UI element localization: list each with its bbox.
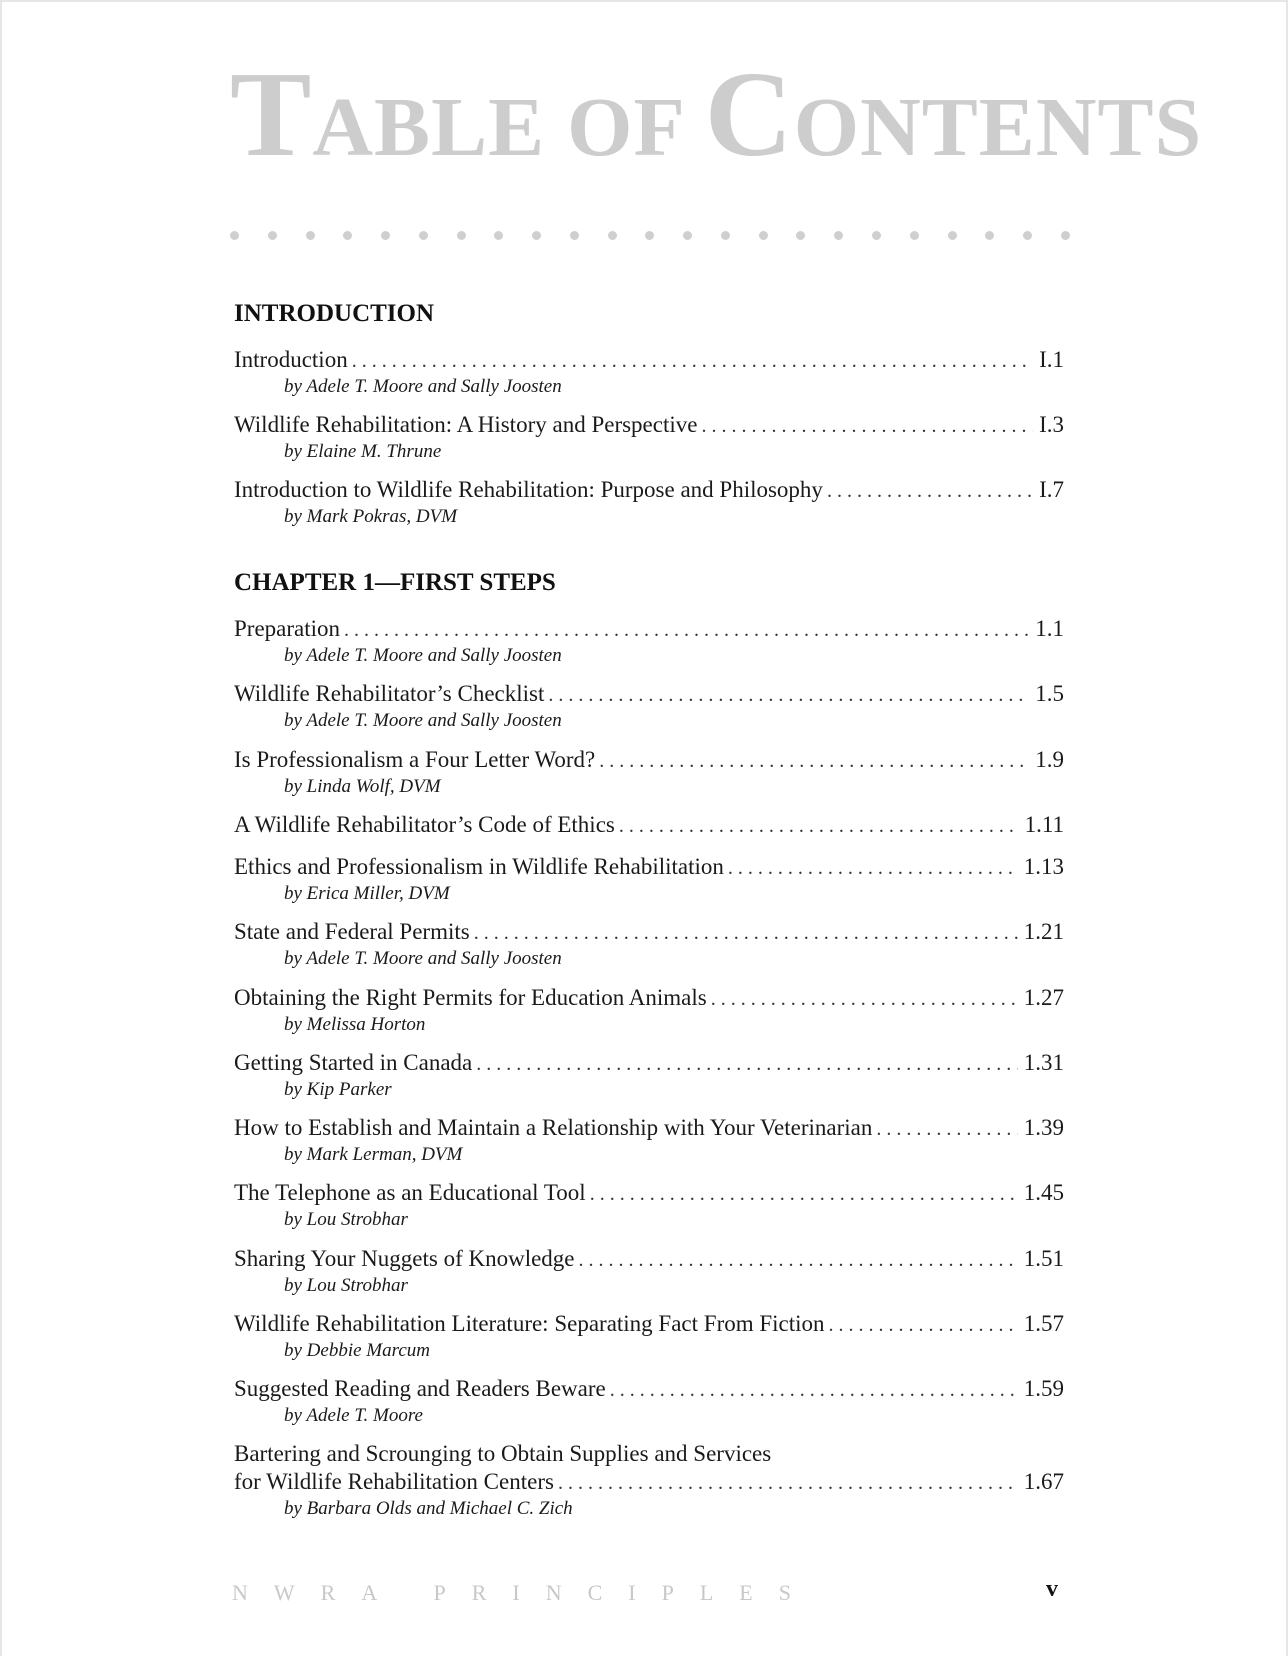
entry-title: A Wildlife Rehabilitator’s Code of Ethics — [234, 812, 615, 837]
divider-dot — [419, 231, 428, 240]
dot-leader — [352, 347, 1033, 375]
dot-leader — [827, 477, 1033, 505]
section-heading-chapter-1: CHAPTER 1—FIRST STEPS — [234, 569, 556, 596]
entry-page: 1.13 — [1023, 854, 1064, 879]
entry-title: Getting Started in Canada — [234, 1050, 473, 1075]
entry-title: Preparation — [234, 616, 341, 641]
entry-title: Wildlife Rehabilitation: A History and Perspective — [234, 412, 698, 437]
entry-title: Obtaining the Right Permits for Education Animals — [234, 985, 707, 1010]
dot-leader — [558, 1469, 1018, 1497]
divider-dot — [1023, 231, 1032, 240]
entry-author: by Kip Parker — [284, 1079, 392, 1100]
entry-page: 1.57 — [1023, 1311, 1064, 1336]
entry-title: Is Professionalism a Four Letter Word? — [234, 747, 596, 772]
entry-page: 1.39 — [1023, 1115, 1064, 1140]
dot-leader — [590, 1180, 1018, 1208]
entry-title: for Wildlife Rehabilitation Centers — [234, 1469, 554, 1494]
entry-title: Introduction to Wildlife Rehabilitation: Purpose and Philosophy — [234, 477, 823, 502]
entry-author: by Erica Miller, DVM — [284, 883, 450, 904]
entry-page: 1.45 — [1023, 1180, 1064, 1205]
page-title — [230, 47, 1203, 182]
entry-author: by Mark Pokras, DVM — [284, 506, 458, 527]
entry-author: by Lou Strobhar — [284, 1275, 408, 1296]
toc-entry[interactable] — [234, 853, 1064, 906]
toc-entry[interactable] — [234, 476, 1064, 529]
dot-divider — [230, 228, 1070, 242]
divider-dot — [834, 231, 843, 240]
entry-title: Ethics and Professionalism in Wildlife Rehabilitation — [234, 854, 724, 879]
divider-dot — [306, 231, 315, 240]
dot-leader — [728, 854, 1018, 882]
entry-title: State and Federal Permits — [234, 919, 470, 944]
divider-dot — [494, 231, 503, 240]
toc-entry[interactable] — [234, 1245, 1064, 1298]
entry-page: 1.9 — [1035, 747, 1064, 772]
entry-title: The Telephone as an Educational Tool — [234, 1180, 586, 1205]
entry-page: 1.67 — [1023, 1469, 1064, 1494]
toc-entry[interactable] — [234, 918, 1064, 971]
entry-author: by Mark Lerman, DVM — [284, 1144, 463, 1165]
entry-author: by Linda Wolf, DVM — [284, 776, 441, 797]
dot-leader — [579, 1246, 1018, 1274]
entry-title: Suggested Reading and Readers Beware — [234, 1376, 606, 1401]
divider-dot — [343, 231, 352, 240]
toc-entry[interactable] — [234, 346, 1064, 399]
entry-author: by Adele T. Moore and Sally Joosten — [284, 645, 562, 666]
divider-dot — [910, 231, 919, 240]
entry-page: 1.21 — [1023, 919, 1064, 944]
title-part-1: ABLE OF — [312, 81, 705, 174]
title-initial-t: T — [230, 47, 313, 182]
running-footer-title: NWRA PRINCIPLES — [232, 1580, 817, 1605]
dot-leader — [829, 1311, 1018, 1339]
toc-entry[interactable] — [234, 811, 1064, 840]
dot-leader — [474, 919, 1018, 947]
entry-author: by Adele T. Moore — [284, 1405, 423, 1426]
dot-leader — [619, 812, 1019, 840]
divider-dot — [268, 231, 277, 240]
entry-title: Introduction — [234, 347, 348, 372]
entry-page: I.3 — [1039, 412, 1064, 437]
entry-title: Sharing Your Nuggets of Knowledge — [234, 1246, 575, 1271]
entry-author: by Adele T. Moore and Sally Joosten — [284, 710, 562, 731]
divider-dot — [532, 231, 541, 240]
divider-dot — [872, 231, 881, 240]
dot-leader — [548, 681, 1029, 709]
dot-leader — [476, 1050, 1018, 1078]
entry-author: by Debbie Marcum — [284, 1340, 430, 1361]
entry-page: 1.51 — [1023, 1246, 1064, 1271]
divider-dot — [796, 231, 805, 240]
entry-author: by Elaine M. Thrune — [284, 441, 442, 462]
entry-author: by Adele T. Moore and Sally Joosten — [284, 376, 562, 397]
title-initial-c: C — [704, 47, 794, 182]
divider-dot — [759, 231, 768, 240]
dot-leader — [344, 616, 1029, 644]
entry-author: by Barbara Olds and Michael C. Zich — [284, 1498, 573, 1519]
entry-page: 1.27 — [1023, 985, 1064, 1010]
dot-leader — [701, 412, 1033, 440]
entry-title: How to Establish and Maintain a Relationship with Your Veterinarian — [234, 1115, 873, 1140]
entry-page: 1.11 — [1024, 812, 1064, 837]
divider-dot — [570, 231, 579, 240]
divider-dot — [645, 231, 654, 240]
entry-title: Wildlife Rehabilitator’s Checklist — [234, 681, 545, 706]
entry-page: 1.59 — [1023, 1376, 1064, 1401]
title-part-2: ONTENTS — [793, 81, 1203, 174]
divider-dot — [1061, 231, 1070, 240]
toc-entry[interactable] — [234, 1440, 1064, 1521]
dot-leader — [711, 985, 1018, 1013]
entry-author: by Lou Strobhar — [284, 1209, 408, 1230]
divider-dot — [683, 231, 692, 240]
divider-dot — [985, 231, 994, 240]
entry-page: I.1 — [1039, 347, 1064, 372]
divider-dot — [608, 231, 617, 240]
divider-dot — [721, 231, 730, 240]
divider-dot — [457, 231, 466, 240]
entry-title-line1: Bartering and Scrounging to Obtain Supplies and Services — [234, 1441, 772, 1466]
entry-page: I.7 — [1039, 477, 1064, 502]
divider-dot — [948, 231, 957, 240]
dot-leader — [876, 1115, 1017, 1143]
toc-entry[interactable] — [234, 1310, 1064, 1363]
toc-entry[interactable] — [234, 411, 1064, 464]
entry-author: by Melissa Horton — [284, 1014, 426, 1035]
toc-entry[interactable] — [234, 615, 1064, 668]
dot-leader — [599, 747, 1029, 775]
page-number: v — [1046, 1576, 1058, 1602]
divider-dot — [230, 231, 239, 240]
toc-entry[interactable] — [234, 1375, 1064, 1428]
divider-dot — [381, 231, 390, 240]
toc-entry[interactable] — [234, 746, 1064, 799]
entry-page: 1.5 — [1035, 681, 1064, 706]
toc-entry[interactable] — [234, 1049, 1064, 1102]
toc-entry[interactable] — [234, 1114, 1064, 1167]
dot-leader — [610, 1376, 1018, 1404]
section-heading-introduction: INTRODUCTION — [234, 300, 435, 327]
entry-page: 1.31 — [1023, 1050, 1064, 1075]
entry-page: 1.1 — [1035, 616, 1064, 641]
entry-title: Wildlife Rehabilitation Literature: Separating Fact From Fiction — [234, 1311, 825, 1336]
toc-entry[interactable] — [234, 680, 1064, 733]
toc-entry[interactable] — [234, 1179, 1064, 1232]
entry-author: by Adele T. Moore and Sally Joosten — [284, 948, 562, 969]
toc-entry[interactable] — [234, 984, 1064, 1037]
